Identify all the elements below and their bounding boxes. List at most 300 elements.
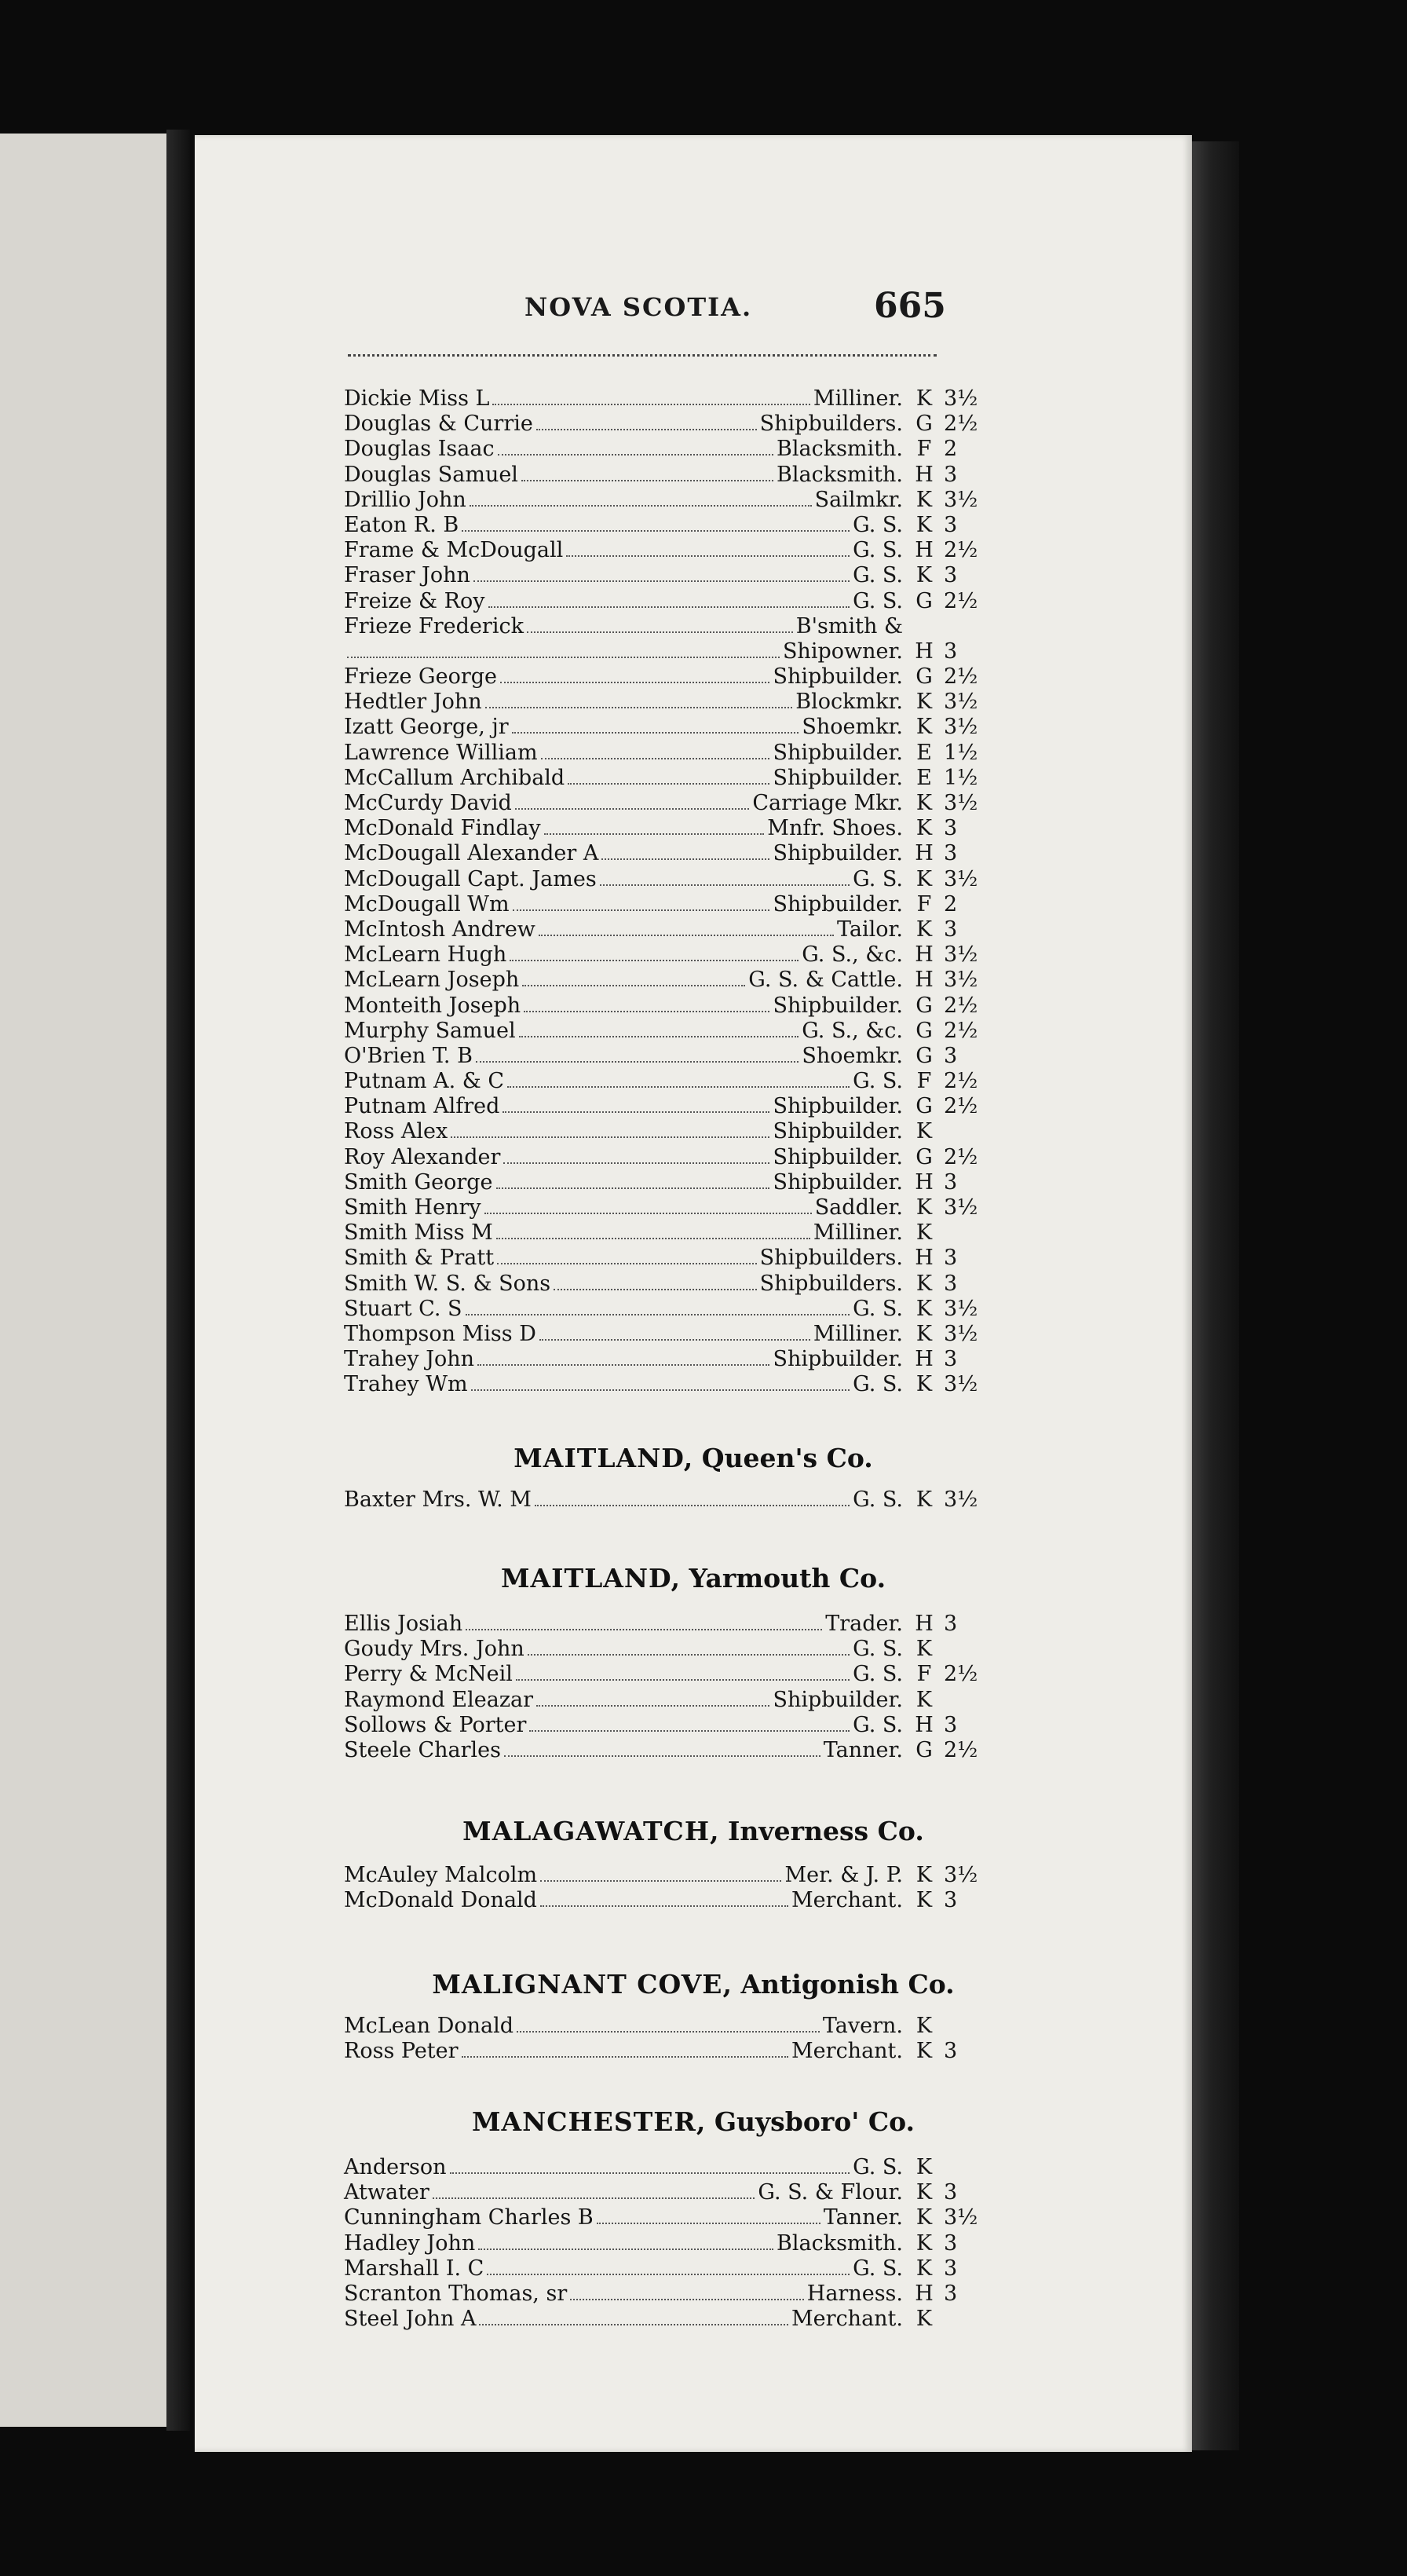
entry-credit: 3 — [944, 2180, 958, 2205]
entry-credit: 3 — [944, 1271, 958, 1296]
page-edge-shadow — [1192, 141, 1239, 2450]
section-heading — [195, 1969, 1192, 2000]
entry-trade: Blockmkr. — [795, 690, 903, 715]
entry-credit: 3½ — [944, 690, 978, 715]
entry-credit: 3 — [944, 1043, 958, 1068]
entry-list — [344, 1487, 980, 1513]
entry-trade: G. S. — [853, 2256, 903, 2281]
directory-entry — [344, 1713, 980, 1738]
directory-entry — [344, 715, 980, 740]
entry-trade: Shoemkr. — [802, 1043, 903, 1068]
directory-entry — [344, 1487, 980, 1513]
entry-rating: G — [915, 1094, 933, 1119]
entry-rating: K — [915, 1487, 933, 1512]
entry-rating: K — [915, 866, 933, 891]
entry-name: Anderson — [344, 2155, 447, 2179]
entry-trade: G. S. — [853, 866, 903, 891]
leader-dots — [540, 1874, 781, 1882]
entry-trade: Shipbuilders. — [759, 1246, 903, 1271]
entry-rating: F — [916, 1662, 932, 1687]
entry-rating: K — [915, 1687, 933, 1712]
entry-rating: K — [915, 1271, 933, 1296]
directory-entry — [344, 1170, 980, 1195]
entry-rating: K — [915, 1888, 933, 1913]
directory-entry — [344, 664, 980, 690]
entry-trade: G. S. & Cattle. — [748, 968, 903, 993]
leader-dots — [522, 979, 745, 986]
leader-dots — [524, 1004, 769, 1012]
entry-trade: Milliner. — [813, 1220, 903, 1246]
entry-rating: K — [915, 1863, 933, 1887]
entry-credit: 1½ — [944, 765, 978, 790]
entry-credit: 2½ — [944, 1018, 978, 1043]
entry-trade: Shipbuilder. — [773, 993, 903, 1018]
leader-dots — [466, 1308, 850, 1315]
entry-trade: Shipbuilders. — [759, 412, 903, 437]
section-county-name: Antigonish Co. — [740, 1969, 955, 2000]
section-place-name: MALAGAWATCH, — [462, 1816, 720, 1846]
entry-name: McLean Donald — [344, 2014, 514, 2038]
directory-entry — [344, 2256, 980, 2281]
entry-rating: H — [915, 841, 934, 866]
directory-entry — [344, 942, 980, 968]
entry-name: Douglas & Currie — [344, 412, 533, 437]
entry-rating: K — [915, 1296, 933, 1321]
leader-dots — [568, 777, 769, 785]
entry-name: McDonald Findlay — [344, 816, 541, 841]
entry-rating: K — [915, 2014, 933, 2038]
directory-entry — [344, 867, 980, 892]
directory-entry — [344, 841, 980, 866]
leader-dots — [527, 625, 793, 633]
entry-credit: 3½ — [944, 1863, 978, 1887]
entry-credit: 3½ — [944, 1321, 978, 1346]
entry-credit: 3 — [944, 1246, 958, 1271]
leader-dots — [529, 1724, 850, 1732]
leader-dots — [487, 2267, 850, 2275]
entry-name: Hedtler John — [344, 690, 482, 715]
entry-trade: G. S. — [853, 1662, 903, 1687]
entry-trade: G. S. — [853, 1296, 903, 1321]
entry-list — [344, 2014, 980, 2064]
entry-rating: F — [916, 891, 932, 917]
section-heading — [195, 1816, 1192, 1846]
entry-trade: Shipbuilder. — [773, 740, 903, 765]
leader-dots — [517, 2025, 820, 2033]
entry-name: McLearn Hugh — [344, 942, 507, 968]
leader-dots — [510, 953, 799, 961]
directory-entry — [344, 993, 980, 1019]
directory-entry — [344, 1612, 980, 1637]
entry-rating: G — [915, 1144, 933, 1169]
entry-rating: H — [915, 1347, 934, 1372]
directory-entry — [344, 589, 980, 614]
entry-name: McCurdy David — [344, 791, 512, 815]
directory-entry — [344, 1372, 980, 1397]
leader-dots — [471, 1383, 850, 1391]
entry-credit: 3 — [944, 1347, 958, 1372]
directory-entry — [344, 563, 980, 588]
entry-name: McDonald Donald — [344, 1888, 537, 1913]
entry-trade: G. S., &c. — [802, 1018, 903, 1043]
entry-name: McCallum Archibald — [344, 765, 565, 790]
entry-trade: G. S. — [853, 563, 903, 588]
entry-list — [344, 1612, 980, 1763]
entry-rating: F — [916, 437, 932, 462]
leader-dots — [507, 1080, 850, 1088]
leader-dots — [566, 549, 850, 557]
entry-credit: 3½ — [944, 1372, 978, 1397]
entry-rating: H — [915, 538, 934, 563]
entry-trade: Merchant. — [791, 2039, 903, 2064]
entry-credit: 2½ — [944, 1094, 978, 1119]
entry-trade: G. S. & Flour. — [758, 2180, 903, 2205]
entry-name: Ellis Josiah — [344, 1612, 463, 1636]
entry-trade: G. S. — [853, 512, 903, 537]
entry-trade: Shipowner. — [782, 639, 903, 664]
entry-trade: Shipbuilder. — [773, 1144, 903, 1169]
entry-credit: 3 — [944, 639, 958, 664]
entry-rating: K — [915, 2307, 933, 2332]
directory-entry — [344, 1119, 980, 1144]
directory-entry — [344, 1094, 980, 1119]
section-county-name: Inverness Co. — [728, 1816, 924, 1846]
directory-entry — [344, 892, 980, 917]
entry-rating: H — [915, 639, 934, 664]
leader-dots — [451, 1130, 769, 1138]
entry-name: Perry & McNeil — [344, 1662, 513, 1687]
entry-list — [344, 1863, 980, 1913]
directory-entry — [344, 639, 980, 664]
entry-credit: 3 — [944, 462, 958, 487]
entry-name: Monteith Joseph — [344, 993, 521, 1018]
leader-dots — [513, 903, 770, 911]
entry-name: Hadley John — [344, 2230, 476, 2256]
section-place-name: MAITLAND, — [500, 1563, 681, 1594]
leader-dots — [492, 397, 809, 405]
leader-dots — [539, 928, 834, 936]
entry-name: Smith W. S. & Sons — [344, 1271, 551, 1296]
entry-rating: K — [915, 1220, 933, 1246]
leader-dots — [541, 752, 770, 759]
entry-rating: H — [915, 1712, 934, 1737]
entry-rating: G — [915, 1737, 933, 1762]
entry-credit: 2½ — [944, 664, 978, 690]
directory-entry — [344, 1688, 980, 1713]
entry-credit: 3 — [944, 512, 958, 537]
entry-list — [344, 2155, 980, 2332]
entry-trade: Tanner. — [823, 2205, 903, 2230]
entry-trade: Shipbuilder. — [773, 891, 903, 917]
entry-name: Frieze George — [344, 664, 498, 690]
directory-page — [195, 135, 1192, 2452]
entry-name: McDougall Wm — [344, 891, 510, 917]
entry-name: Frame & McDougall — [344, 538, 564, 563]
leader-dots — [466, 1623, 822, 1630]
entry-name: Roy Alexander — [344, 1144, 501, 1169]
directory-entry — [344, 2307, 980, 2332]
entry-trade: Blacksmith. — [777, 437, 903, 462]
entry-rating: H — [915, 942, 934, 968]
leader-dots — [516, 1673, 850, 1681]
entry-rating: K — [915, 2180, 933, 2205]
directory-entry — [344, 614, 980, 639]
entry-credit: 3 — [944, 917, 958, 942]
entry-name: Scranton Thomas, sr — [344, 2281, 568, 2306]
entry-rating: G — [915, 412, 933, 437]
directory-entry — [344, 2039, 980, 2064]
directory-entry — [344, 463, 980, 488]
leader-dots — [597, 2216, 820, 2224]
entry-rating: K — [915, 690, 933, 715]
entry-credit: 2½ — [944, 538, 978, 563]
directory-entry — [344, 1888, 980, 1913]
entry-trade: Harness. — [806, 2281, 903, 2306]
entry-rating: K — [915, 791, 933, 815]
entry-trade: G. S. — [853, 2155, 903, 2179]
leader-dots — [496, 1231, 810, 1239]
entry-name: Cunningham Charles B — [344, 2205, 594, 2230]
entry-trade: Shipbuilder. — [773, 1687, 903, 1712]
entry-credit: 3½ — [944, 386, 978, 411]
entry-credit: 2½ — [944, 1069, 978, 1094]
entry-name: Smith & Pratt — [344, 1246, 495, 1271]
entry-trade: Merchant. — [791, 1888, 903, 1913]
section-place-name: MANCHESTER, — [471, 2106, 707, 2137]
entry-credit: 3½ — [944, 1296, 978, 1321]
entry-name: Baxter Mrs. W. M — [344, 1487, 532, 1512]
entry-rating: K — [915, 512, 933, 537]
leader-dots — [600, 878, 850, 886]
leader-dots — [470, 499, 812, 507]
directory-entry — [344, 766, 980, 791]
leader-dots — [519, 1030, 799, 1037]
entry-credit: 3 — [944, 1712, 958, 1737]
entry-rating: K — [915, 1321, 933, 1346]
entry-name: O'Brien T. B — [344, 1043, 473, 1068]
leader-dots — [473, 574, 850, 582]
entry-credit: 3 — [944, 1612, 958, 1636]
header-rule — [348, 351, 937, 357]
directory-entry — [344, 816, 980, 841]
entry-rating: H — [915, 2281, 934, 2306]
entry-credit: 2 — [944, 891, 958, 917]
directory-entry — [344, 2205, 980, 2230]
entry-trade: Mnfr. Shoes. — [767, 816, 903, 841]
entry-rating: K — [915, 2205, 933, 2230]
section-county-name: Yarmouth Co. — [689, 1563, 886, 1594]
directory-entry — [344, 917, 980, 942]
entry-trade: Shoemkr. — [802, 715, 903, 740]
leader-dots — [479, 2318, 788, 2325]
page-number: 665 — [874, 286, 946, 326]
entry-trade: Merchant. — [791, 2307, 903, 2332]
directory-entry — [344, 791, 980, 816]
entry-name: Thompson Miss D — [344, 1321, 536, 1346]
entry-trade: G. S. — [853, 1637, 903, 1662]
leader-dots — [503, 1156, 769, 1164]
directory-entry — [344, 1863, 980, 1888]
entry-credit: 3½ — [944, 866, 978, 891]
leader-dots — [462, 2050, 788, 2058]
entry-rating: K — [915, 386, 933, 411]
entry-credit: 3 — [944, 2230, 958, 2256]
leader-dots — [478, 2242, 773, 2250]
entry-name: McDougall Alexander A — [344, 841, 599, 866]
entry-rating: G — [915, 664, 933, 690]
directory-entry — [344, 1246, 980, 1271]
entry-trade: Shipbuilder. — [773, 1347, 903, 1372]
entry-rating: G — [915, 1043, 933, 1068]
entry-credit: 3½ — [944, 2205, 978, 2230]
directory-entry — [344, 2180, 980, 2205]
entry-name: Putnam A. & C — [344, 1069, 505, 1094]
entry-credit: 2½ — [944, 588, 978, 613]
section-place-name: MAITLAND, — [513, 1443, 694, 1473]
directory-entry — [344, 1220, 980, 1246]
entry-name: Smith Henry — [344, 1195, 481, 1220]
directory-entry — [344, 1637, 980, 1662]
left-facing-page — [0, 134, 170, 2427]
leader-dots — [535, 1498, 850, 1506]
directory-entry — [344, 2155, 980, 2180]
entry-rating: K — [915, 2230, 933, 2256]
leader-dots — [502, 1105, 769, 1113]
directory-entry — [344, 437, 980, 462]
section-place-name: MALIGNANT COVE, — [432, 1969, 733, 2000]
leader-dots — [497, 1257, 757, 1264]
entry-rating: K — [915, 1119, 933, 1144]
entry-credit: 3½ — [944, 715, 978, 740]
leader-dots — [570, 2292, 804, 2300]
directory-entry — [344, 2231, 980, 2256]
entry-trade: G. S. — [853, 1712, 903, 1737]
entry-trade: Shipbuilder. — [773, 765, 903, 790]
entry-credit: 3 — [944, 816, 958, 841]
entry-trade: G. S. — [853, 1487, 903, 1512]
directory-entry — [344, 1145, 980, 1170]
entry-trade: Shipbuilder. — [773, 1094, 903, 1119]
entry-trade: Milliner. — [813, 1321, 903, 1346]
entry-name: Fraser John — [344, 563, 470, 588]
entry-rating: K — [915, 917, 933, 942]
entry-name: McIntosh Andrew — [344, 917, 535, 942]
entry-trade: B'smith & — [795, 613, 903, 639]
entry-name: Goudy Mrs. John — [344, 1637, 524, 1662]
entry-credit: 3½ — [944, 1487, 978, 1512]
leader-dots — [540, 1899, 788, 1907]
directory-entry — [344, 1662, 980, 1687]
entry-name: McAuley Malcolm — [344, 1863, 538, 1887]
entry-credit: 2½ — [944, 993, 978, 1018]
entry-name: Marshall I. C — [344, 2256, 484, 2281]
entry-name: Stuart C. S — [344, 1296, 462, 1321]
entry-credit: 2½ — [944, 1144, 978, 1169]
entry-rating: H — [915, 462, 934, 487]
entry-trade: Blacksmith. — [777, 2230, 903, 2256]
entry-trade: Saddler. — [814, 1195, 903, 1220]
entry-name: Douglas Isaac — [344, 437, 495, 462]
entry-trade: G. S., &c. — [802, 942, 903, 968]
entry-credit: 2 — [944, 437, 958, 462]
entry-trade: Shipbuilder. — [773, 664, 903, 690]
entry-name: Drillio John — [344, 487, 466, 512]
entry-credit: 3 — [944, 2281, 958, 2306]
entry-trade: G. S. — [853, 588, 903, 613]
directory-entry — [344, 488, 980, 513]
entry-rating: E — [916, 740, 932, 765]
entry-rating: G — [915, 993, 933, 1018]
directory-entry — [344, 1347, 980, 1372]
entry-name: Frieze Frederick — [344, 613, 524, 639]
directory-entry — [344, 513, 980, 538]
entry-credit: 1½ — [944, 740, 978, 765]
entry-name: Lawrence William — [344, 740, 538, 765]
leader-dots — [528, 1648, 850, 1656]
entry-list — [344, 386, 980, 1398]
entry-rating: F — [916, 1069, 932, 1094]
entry-trade: Mer. & J. P. — [784, 1863, 903, 1887]
page-header — [195, 286, 1192, 347]
directory-entry — [344, 1322, 980, 1347]
directory-entry — [344, 1738, 980, 1763]
entry-credit: 3½ — [944, 1195, 978, 1220]
entry-name: Trahey John — [344, 1347, 475, 1372]
leader-dots — [450, 2166, 850, 2174]
entry-trade: Milliner. — [813, 386, 903, 411]
leader-dots — [477, 1358, 769, 1366]
leader-dots — [476, 1055, 799, 1063]
entry-rating: K — [915, 816, 933, 841]
directory-entry — [344, 1297, 980, 1322]
entry-trade: G. S. — [853, 1069, 903, 1094]
entry-trade: G. S. — [853, 1372, 903, 1397]
directory-entry — [344, 2014, 980, 2039]
entry-credit: 3 — [944, 563, 958, 588]
entry-name: Smith George — [344, 1169, 493, 1195]
entry-trade: Tanner. — [823, 1737, 903, 1762]
directory-entry — [344, 2281, 980, 2307]
entry-trade: Shipbuilder. — [773, 1119, 903, 1144]
entry-rating: K — [915, 715, 933, 740]
entry-name: Eaton R. B — [344, 512, 459, 537]
entry-rating: G — [915, 1018, 933, 1043]
leader-dots — [512, 726, 799, 734]
entry-name: Steele Charles — [344, 1737, 502, 1762]
section-heading — [195, 1443, 1192, 1473]
directory-entry — [344, 741, 980, 766]
entry-rating: K — [915, 2155, 933, 2179]
entry-rating: K — [915, 1372, 933, 1397]
leader-dots — [504, 1749, 820, 1757]
entry-rating: K — [915, 2039, 933, 2064]
entry-trade: Shipbuilder. — [773, 1169, 903, 1195]
entry-rating: H — [915, 968, 934, 993]
directory-entry — [344, 690, 980, 715]
entry-credit: 3 — [944, 841, 958, 866]
entry-name: Izatt George, jr — [344, 715, 509, 740]
entry-trade: Tavern. — [822, 2014, 903, 2038]
entry-name: Douglas Samuel — [344, 462, 518, 487]
section-county-name: Guysboro' Co. — [714, 2106, 915, 2137]
entry-rating: K — [915, 1195, 933, 1220]
entry-credit: 3 — [944, 2039, 958, 2064]
leader-dots — [536, 423, 757, 430]
directory-entry — [344, 386, 980, 412]
entry-credit: 3½ — [944, 791, 978, 815]
leader-dots — [554, 1283, 757, 1290]
leader-dots — [515, 802, 750, 810]
